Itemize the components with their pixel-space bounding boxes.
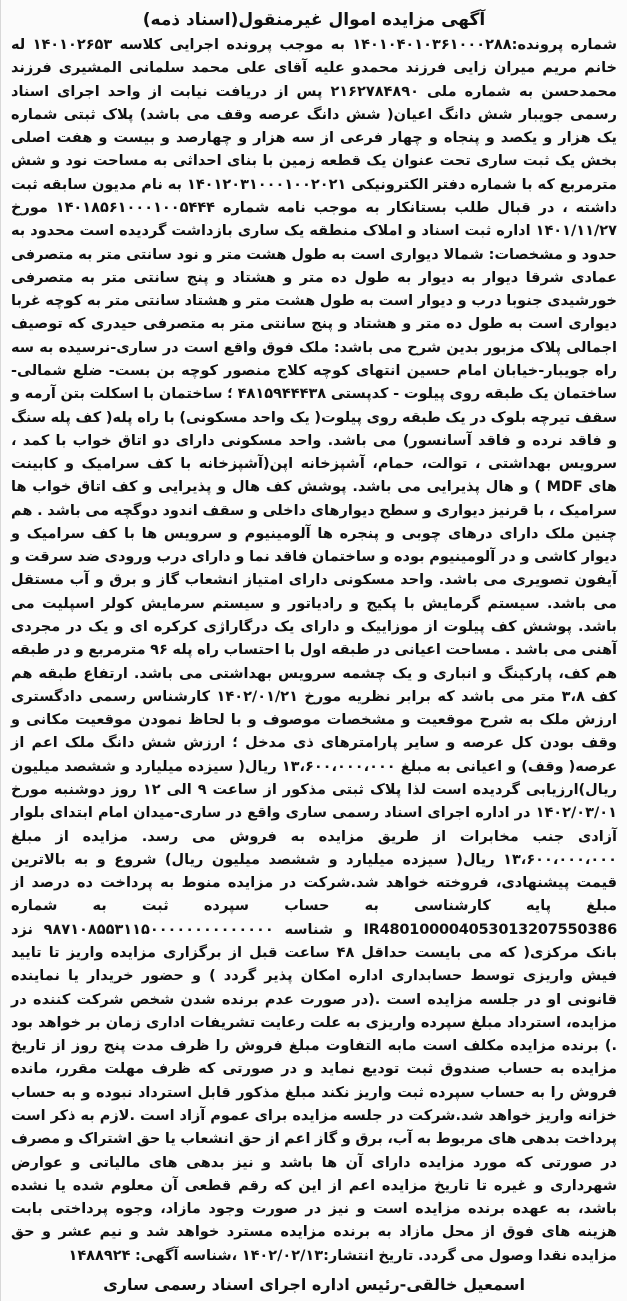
notice-body-text: شماره پرونده:۱۴۰۱۰۴۰۱۰۳۶۱۰۰۰۲۸۸ به موجب پرونده اجرایی کلاسه ۱۴۰۱۰۲۶۵۳ له خانم مریم میران زایی فرزند محمدو علیه آقای علی محمد سلمانی المشیری فرزند محمدحسن به شماره ملی ۲۱۶۲۷۸۴۸۹۰ پس از دریافت نیابت از واحد اجرای اسناد رسمی جویبار شش دانگ اعیان( شش دانگ عرصه وقف می باشد) پلاک ثبتی شماره یک هزار و یکصد و پنجاه و چهار فرعی از سه هزار و چهارصد و بیست و هفت اصلی بخش یک ثبت ساری تحت عنوان یک قطعه زمین با بنای احداثی به مساحت نود و شش مترمربع که با شماره دفتر الکترونیکی ۱۴۰۱۲۰۳۱۰۰۰۱۰۰۲۰۲۱ به نام مدیون سابقه ثبت داشته ، در قبال طلب بستانکار به موجب نامه شماره ۱۴۰۱۸۵۶۱۰۰۰۱۰۰۵۴۴۴ مورخ ۱۴۰۱/۱۱/۲۷ اداره ثبت اسناد و املاک منطقه یک ساری بازداشت گردیده است محدود به حدود و مشخصات: شمالا دیواری است به طول هشت متر و نود سانتی متر به متصرفی عمادی شرقا دیوار به دیوار به طول ده متر و هشتاد و پنج سانتی متر به متصرفی خورشیدی جنوبا درب و دیوار است به طول هشت متر و هشتاد سانتی متر به کوچه غربا دیواری است به طول ده متر و هشتاد و پنج سانتی متر به متصرفی حیدری که توصیف اجمالی پلاک مزبور بدین شرح می باشد: ملک فوق واقع است در ساری-نرسیده به سه راه جویبار-خیابان امام حسین انتهای کوچه کلاج منصور کوچه بن بست- ضلع شمالی-ساختمان یک طبقه روی پیلوت - کدپستی ۴۸۱۵۹۴۴۴۳۸ ؛ ساختمان با اسکلت بتن آرمه و سقف تیرچه بلوک در یک طبقه روی پیلوت( یک واحد مسکونی) با راه پله( کف پله سنگ و فاقد نرده و فاقد آسانسور) می باشد. واحد مسکونی دارای دو اتاق خواب با کمد ، سرویس بهداشتی ، توالت، حمام، آشپزخانه اپن(آشپزخانه با کف سرامیک و کابینت های MDF ) و هال پذیرایی می باشد. پوشش کف هال و پذیرایی و کف اتاق خواب ها سرامیک ، با قرنیز دیواری و سطح دیوارهای داخلی و سقف اندود دوگچه می باشد . هم چنین ملک دارای درهای چوبی و پنجره ها آلومینیوم و سرویس ها با کف سرامیک و دیوار کاشی و در آلومینیوم بوده و ساختمان فاقد نما و دارای درب ورودی ضد سرقت و آیفون تصویری می باشد. واحد مسکونی دارای امتیاز انشعاب گاز و برق و آب مستقل می باشد. سیستم گرمایش با پکیج و رادیاتور و سیستم سرمایش کولر اسپلیت می باشد. پوشش کف پیلوت از موزاییک و دارای یک درگاراژی کرکره ای و یک در مجردی آهنی می باشد . مساحت اعیانی در طبقه اول با احتساب راه پله ۹۶ مترمربع و در طبقه هم کف، پارکینگ و انباری و یک چشمه سرویس بهداشتی می باشد. ارتفاع طبقه هم کف ۳،۸ متر می باشد که برابر نظریه مورخ ۱۴۰۲/۰۱/۲۱ کارشناس رسمی دادگستری ارزش ملک به شرح موقعیت و مشخصات موصوف و با لحاظ نمودن موقعیت مکانی و وقف بودن کل عرصه و سایر پارامترهای ذی مدخل ؛ ارزش شش دانگ ملک اعم از عرصه( وقف) و اعیانی به مبلغ ۱۳،۶۰۰،۰۰۰،۰۰۰ ریال( سیزده میلیارد و ششصد میلیون ریال)ارزیابی گردیده است لذا پلاک ثبتی مذکور از ساعت ۹ الی ۱۲ روز دوشنبه مورخ ۱۴۰۲/۰۳/۰۱ در اداره اجرای اسناد رسمی ساری واقع در ساری-میدان امام ابتدای بلوار آزادی جنب مخابرات از طریق مزایده به فروش می رسد. مزایده از مبلغ ۱۳،۶۰۰،۰۰۰،۰۰۰ ریال( سیزده میلیارد و ششصد میلیون ریال) شروع و به بالاترین قیمت پیشنهادی، فروخته خواهد شد.شرکت در مزایده منوط به پرداخت ده درصد از مبلغ پایه کارشناسی به حساب سپرده ثبت به شماره IR480100004053013207550386 و شناسه ۹۸۷۱۰۸۵۵۳۱۱۵۰۰۰۰۰۰۰۰۰۰۰۰۰۰ نزد بانک مرکزی( که می بایست حداقل ۴۸ ساعت قبل از برگزاری مزایده واریز تا تایید فیش واریزی توسط حسابداری اداره امکان پذیر گردد ) و حضور خریدار یا نماینده قانونی او در جلسه مزایده است .(در صورت عدم برنده شدن شخص شرکت کننده در مزایده، استرداد مبلغ سپرده واریزی به علت رعایت تشریفات اداری زمان بر خواهد بود .) برنده مزایده مکلف است مابه التفاوت مبلغ فروش را ظرف مدت پنج روز از تاریخ مزایده به حساب صندوق ثبت تودیع نماید و در صورتی که ظرف مهلت مقرر، مانده فروش را به حساب سپرده ثبت واریز نکند مبلغ مذکور قابل استرداد نبوده و به حساب خزانه واریز خواهد شد.شرکت در جلسه مزایده برای عموم آزاد است .لازم به ذکر است پرداخت بدهی های مربوط به آب، برق و گاز اعم از حق انشعاب یا حق اشتراک و مصرف در صورتی که مورد مزایده دارای آن ها باشد و نیز بدهی های مالیاتی و عوارض شهرداری و غیره تا تاریخ مزایده اعم از این که رقم قطعی آن معلوم شده یا نشده باشد، به عهده برنده مزایده است و نیز در صورت وجود مازاد، وجوه پرداختی بابت هزینه های فوق از محل مازاد به برنده مزایده مسترد خواهد شد و نیم عشر و حق مزایده نقدا وصول می گردد. تاریخ انتشار:۱۴۰۲/۰۲/۱۳ ،شناسه آگهی: ۱۴۸۸۹۲۴ (11, 37, 617, 1264)
notice-signature: اسمعیل خالقی-رئیس اداره اجرای اسناد رسمی ساری (103, 1274, 525, 1294)
notice-title: آگهی مزایده اموال غیرمنقول(اسناد ذمه) (142, 10, 486, 30)
